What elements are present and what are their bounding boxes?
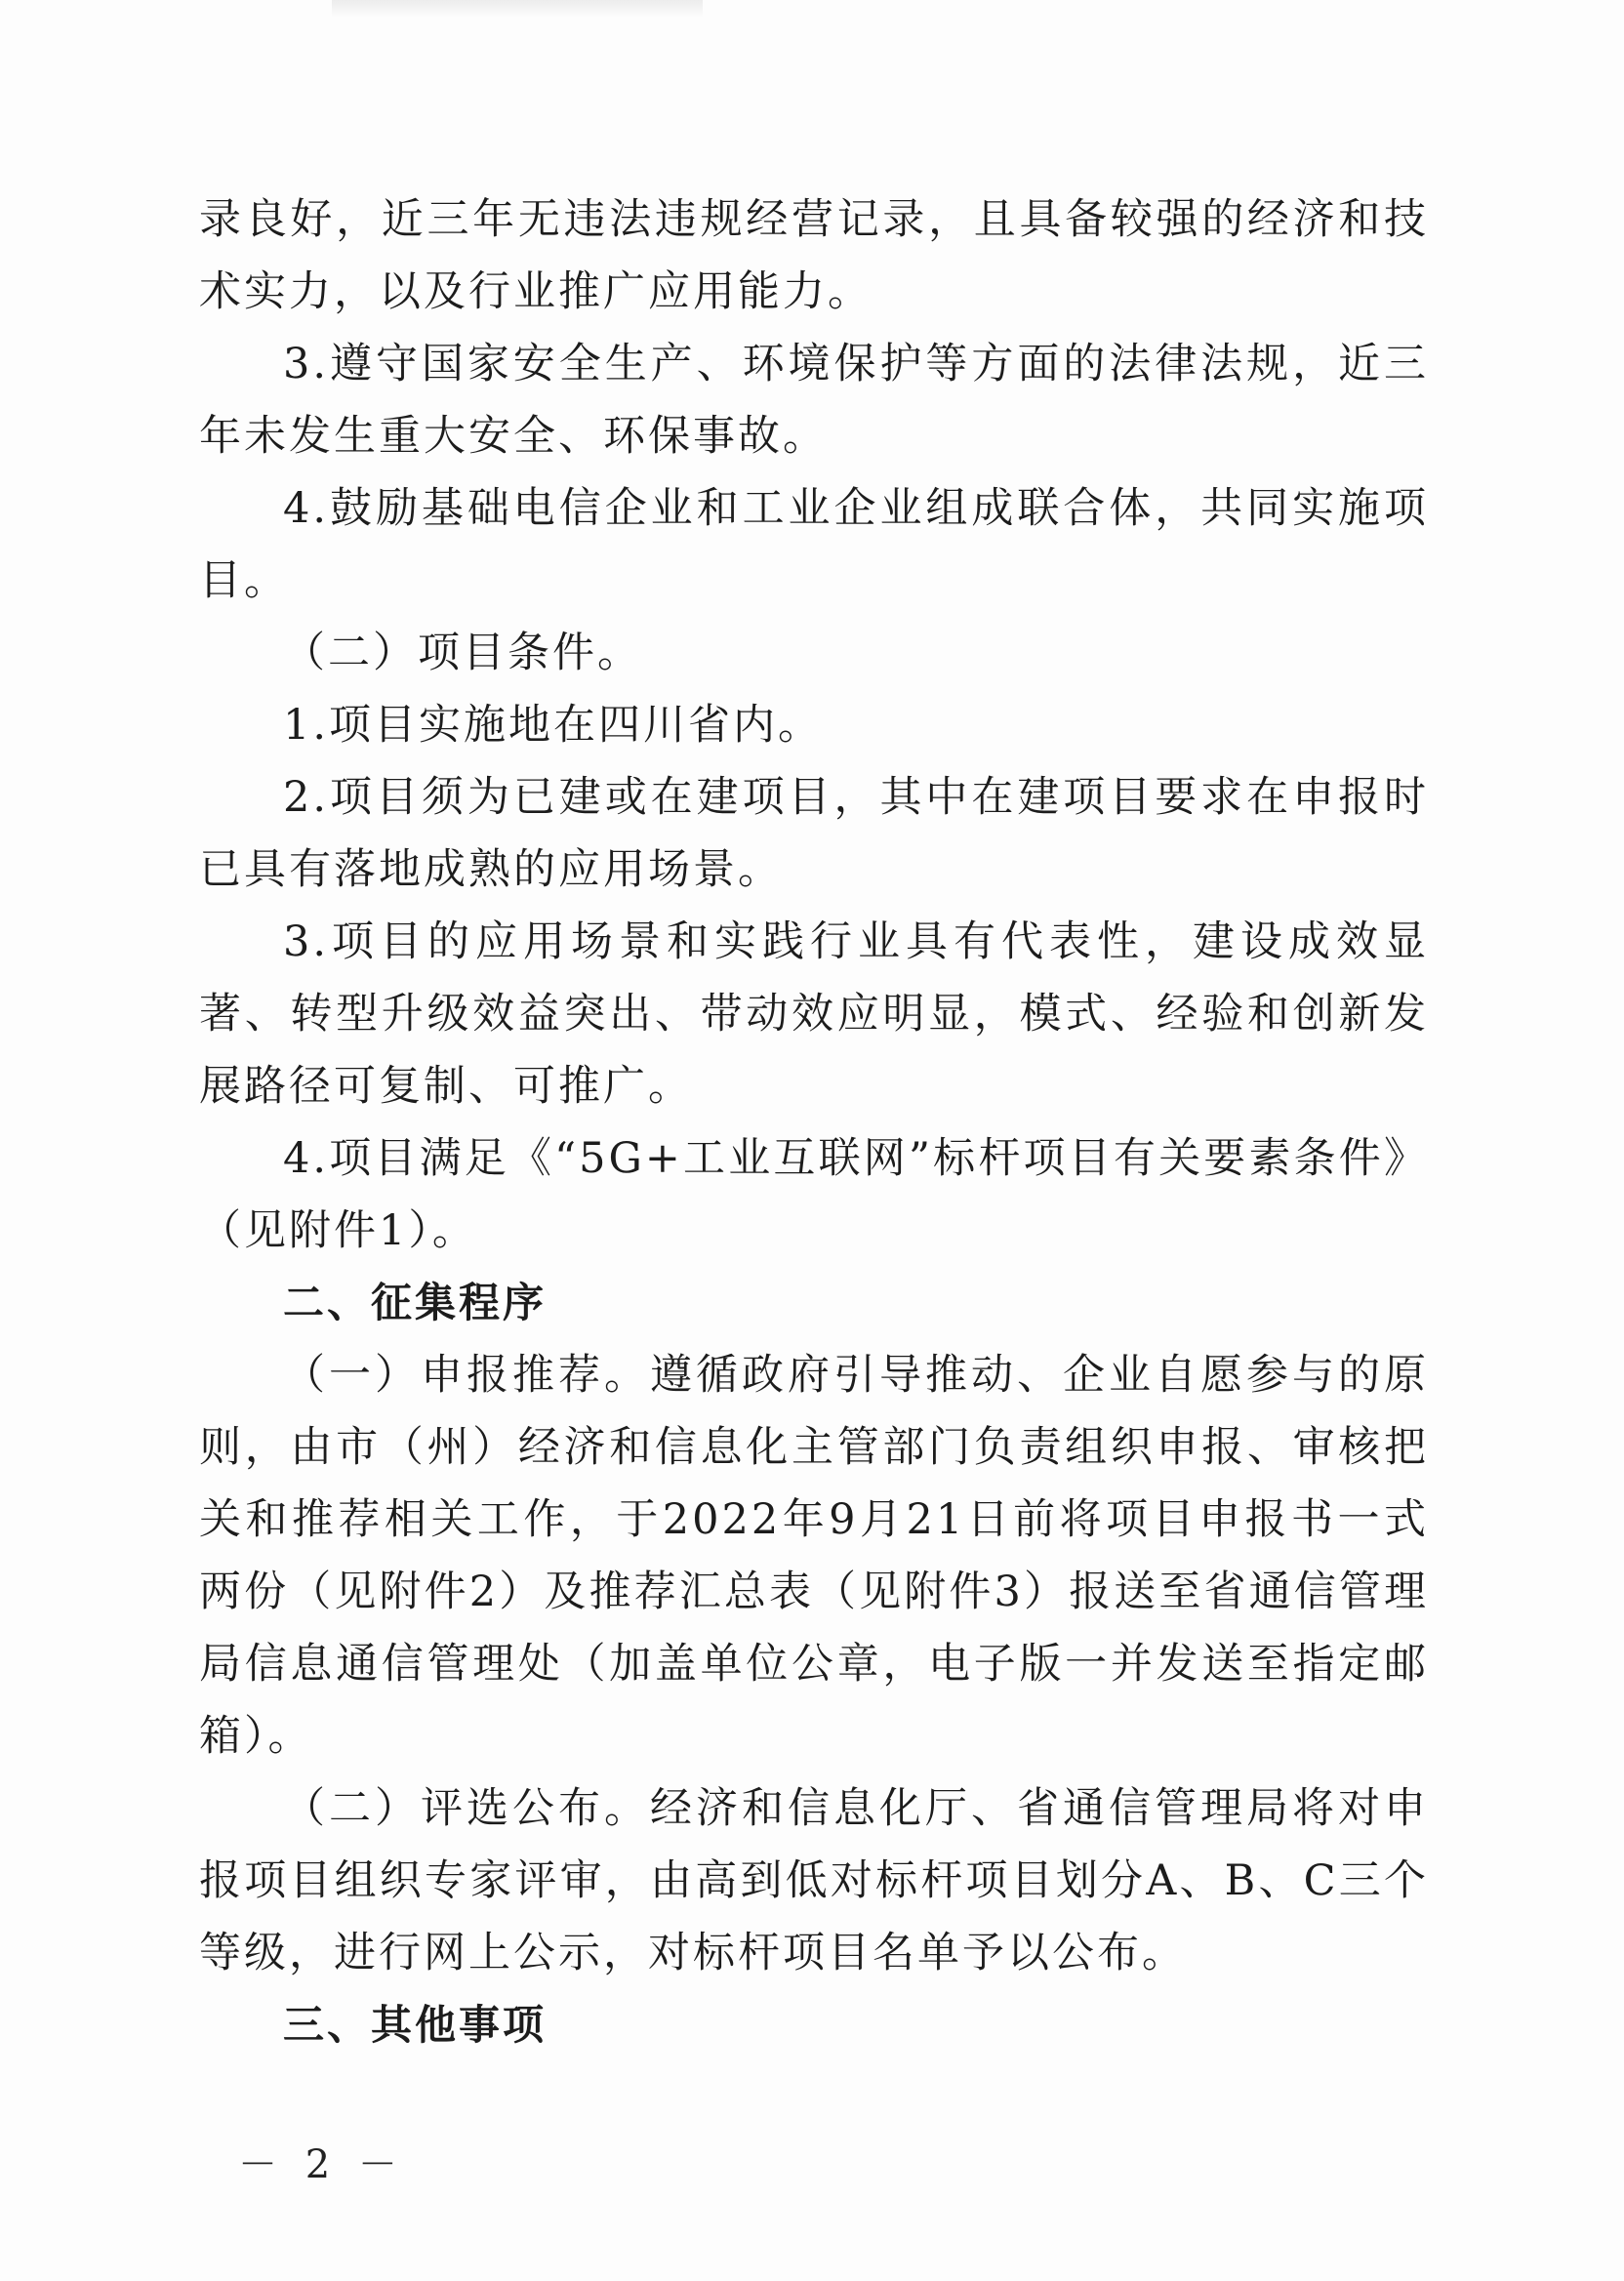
paragraph-item-3: 3.遵守国家安全生产、环境保护等方面的法律法规，近三年未发生重大安全、环保事故。: [199, 340, 1429, 461]
document-body: [199, 183, 1429, 2061]
paragraph-continued: 录良好，近三年无违法违规经营记录，且具备较强的经济和技术实力，以及行业推广应用能力。: [199, 195, 1429, 316]
page-number: － 2 －: [238, 2142, 405, 2187]
scan-smudge: [332, 0, 703, 18]
paragraph-item-4: 4.鼓励基础电信企业和工业企业组成联合体，共同实施项目。: [199, 484, 1429, 605]
procedure-selection: （二）评选公布。经济和信息化厅、省通信管理局将对申报项目组织专家评审，由高到低对标杆项目划分A、B、C三个等级，进行网上公示，对标杆项目名单予以公布。: [199, 1784, 1429, 1977]
section-heading-collection-procedure: 二、征集程序: [283, 1279, 548, 1326]
condition-item-2: 2.项目须为已建或在建项目，其中在建项目要求在申报时已具有落地成熟的应用场景。: [199, 773, 1429, 894]
subsection-project-conditions: （二）项目条件。: [283, 629, 642, 677]
condition-item-4: 4.项目满足《“5G+工业互联网”标杆项目有关要素条件》（见附件1）。: [199, 1134, 1429, 1255]
section-heading-other-matters: 三、其他事项: [283, 2001, 548, 2049]
condition-item-1: 1.项目实施地在四川省内。: [283, 701, 824, 750]
procedure-application: （一）申报推荐。遵循政府引导推动、企业自愿参与的原则，由市（州）经济和信息化主管部门负责组织申报、审核把关和推荐相关工作，于2022年9月21日前将项目申报书一式两份（见附件2）及推荐汇总表（见附件3）报送至省通信管理局信息通信管理处（加盖单位公章，电子版一并发送至指定邮箱）。: [199, 1351, 1429, 1761]
condition-item-3: 3.项目的应用场景和实践行业具有代表性，建设成效显著、转型升级效益突出、带动效应明显，模式、经验和创新发展路径可复制、可推广。: [199, 917, 1429, 1111]
